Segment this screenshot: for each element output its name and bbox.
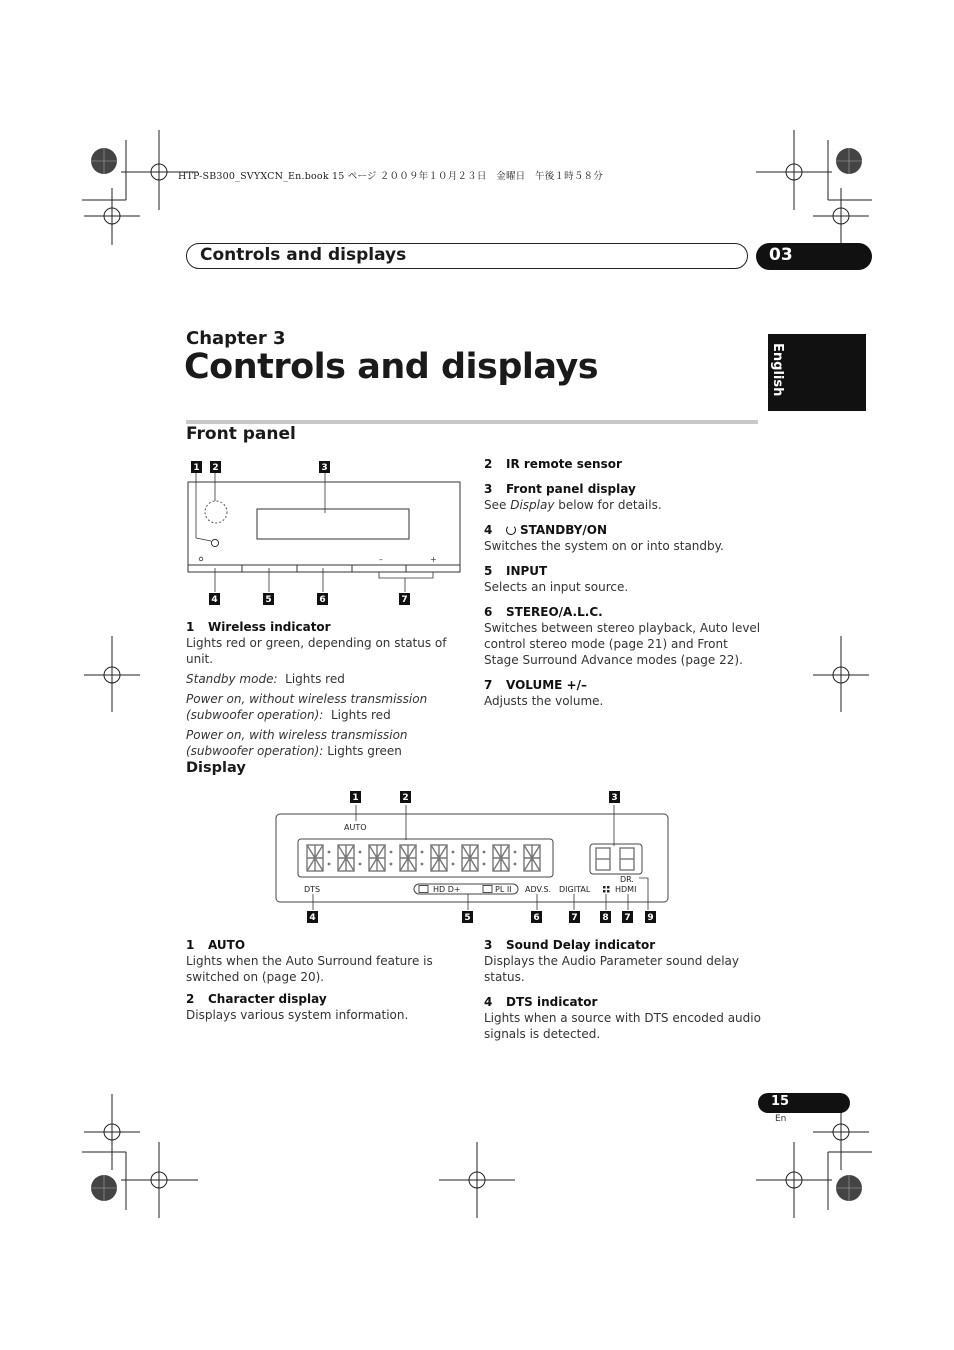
page-title: Controls and displays: [184, 347, 599, 387]
fp-callout-2: 2: [212, 463, 219, 473]
disp-callout-5: 5: [464, 913, 471, 923]
fp-callout-6: 6: [319, 595, 326, 605]
disp-callout-4: 4: [309, 913, 316, 923]
display-label-digital: DIGITAL: [559, 885, 591, 894]
display-label-hdmi: HDMI: [615, 885, 637, 894]
disp-callout-9: 9: [647, 913, 654, 923]
disp-callout-2: 2: [402, 793, 409, 803]
chapter-number: 03: [769, 245, 793, 265]
fp-item-7: 7 VOLUME +/– Adjusts the volume.: [484, 678, 604, 708]
display-label-advs: ADV.S.: [525, 885, 552, 894]
chapter-label: Chapter 3: [186, 328, 286, 349]
display-heading: Display: [186, 760, 246, 776]
volume-plus-label: +: [430, 555, 437, 564]
fp-item-1: 1 Wireless indicator Lights red or green, depending on status of unit. Standby mode: Lights red Power on, without wireless transmission (subwoofer operation): Lights red Power on, with wireless transmission (subwoofer operation): Lights green: [186, 620, 447, 758]
fp-item-4: 4 STANDBY/ON Switches the system on or into standby.: [484, 523, 724, 553]
fp-item-2: 2 IR remote sensor: [484, 457, 622, 471]
disp-callout-7a: 7: [571, 913, 578, 923]
display-label-auto: AUTO: [344, 823, 367, 832]
fp-item-3: 3 Front panel display See Display below for details.: [484, 482, 662, 512]
disp-callout-1: 1: [352, 793, 359, 803]
disp-item-1: 1 AUTO Lights when the Auto Surround feature is switched on (page 20).: [186, 938, 433, 984]
display-label-dts: DTS: [304, 885, 321, 894]
display-label-pl: PL II: [495, 885, 512, 894]
disp-callout-6: 6: [533, 913, 540, 923]
fp-item-6: 6 STEREO/A.L.C. Switches between stereo playback, Auto level control stereo mode (page 21) and Front Stage Surround Advance modes (page 22).: [484, 605, 761, 667]
front-panel-heading: Front panel: [186, 424, 296, 444]
power-icon: [506, 525, 516, 535]
disp-item-3: 3 Sound Delay indicator Displays the Audio Parameter sound delay status.: [484, 938, 739, 984]
fp-item-5: 5 INPUT Selects an input source.: [484, 564, 629, 594]
display-label-dr: DR.: [620, 875, 634, 884]
disp-item-4: 4 DTS indicator Lights when a source with DTS encoded audio signals is detected.: [484, 995, 761, 1041]
fp-callout-7: 7: [401, 595, 408, 605]
display-diagram: [272, 788, 672, 928]
fp-callout-1: 1: [193, 463, 200, 473]
volume-minus-label: –: [379, 555, 383, 564]
disp-callout-8: 8: [602, 913, 609, 923]
disp-callout-7b: 7: [624, 913, 631, 923]
fp-callout-3: 3: [321, 463, 328, 473]
page-number: 15: [771, 1094, 790, 1109]
fp-callout-4: 4: [211, 595, 218, 605]
front-panel-diagram: [186, 456, 466, 612]
disp-callout-3: 3: [611, 793, 618, 803]
display-label-hd: HD D+: [433, 885, 461, 894]
page-lang-code: En: [775, 1114, 787, 1124]
disp-item-2: 2 Character display Displays various system information.: [186, 992, 409, 1022]
print-info: HTP-SB300_SVYXCN_En.book 15 ページ ２００９年１０月２３日 金曜日 午後１時５８分: [178, 171, 603, 182]
header-title: Controls and displays: [200, 245, 407, 265]
language-tab-label: English: [770, 343, 785, 397]
fp-callout-5: 5: [265, 595, 272, 605]
